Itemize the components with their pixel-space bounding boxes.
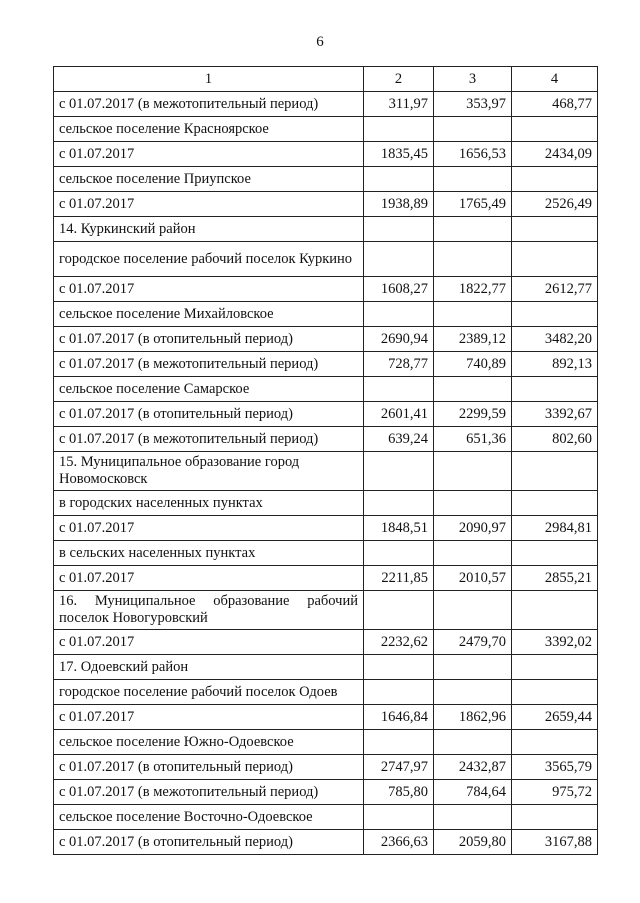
value-col-2: 728,77 (364, 352, 434, 377)
value-col-3 (434, 591, 512, 630)
value-col-4 (512, 217, 598, 242)
value-col-2 (364, 117, 434, 142)
value-col-2: 1646,84 (364, 705, 434, 730)
row-label: с 01.07.2017 (в межотопительный период) (54, 427, 364, 452)
value-col-3 (434, 680, 512, 705)
value-col-2 (364, 217, 434, 242)
value-col-3: 2432,87 (434, 755, 512, 780)
value-col-2 (364, 242, 434, 277)
value-col-2: 2690,94 (364, 327, 434, 352)
table-row (54, 516, 598, 541)
row-label: сельское поселение Самарское (54, 377, 364, 402)
value-col-2 (364, 302, 434, 327)
column-header: 1 (54, 67, 364, 92)
row-label: с 01.07.2017 (в отопительный период) (54, 402, 364, 427)
value-col-2: 2747,97 (364, 755, 434, 780)
value-col-3: 2389,12 (434, 327, 512, 352)
value-col-3: 1822,77 (434, 277, 512, 302)
row-label: сельское поселение Приупское (54, 167, 364, 192)
table-row (54, 630, 598, 655)
row-label: с 01.07.2017 (в отопительный период) (54, 327, 364, 352)
value-col-4: 468,77 (512, 92, 598, 117)
value-col-2: 311,97 (364, 92, 434, 117)
value-col-2 (364, 167, 434, 192)
value-col-2: 1938,89 (364, 192, 434, 217)
value-col-2 (364, 452, 434, 491)
table-row (54, 655, 598, 680)
table-row (54, 217, 598, 242)
value-col-3: 1765,49 (434, 192, 512, 217)
value-col-4 (512, 117, 598, 142)
row-label: сельское поселение Красноярское (54, 117, 364, 142)
value-col-2: 2366,63 (364, 830, 434, 855)
table-row (54, 277, 598, 302)
value-col-4: 3167,88 (512, 830, 598, 855)
value-col-4 (512, 452, 598, 491)
row-label: с 01.07.2017 (в отопительный период) (54, 830, 364, 855)
row-label: в городских населенных пунктах (54, 491, 364, 516)
column-header: 4 (512, 67, 598, 92)
value-col-3: 2090,97 (434, 516, 512, 541)
value-col-4 (512, 302, 598, 327)
table-row (54, 541, 598, 566)
value-col-4 (512, 680, 598, 705)
row-label: 16. Муниципальное образование рабочий поселок Новогуровский (54, 591, 364, 630)
table-row (54, 566, 598, 591)
row-label: 14. Куркинский район (54, 217, 364, 242)
value-col-4: 3392,02 (512, 630, 598, 655)
value-col-4: 2434,09 (512, 142, 598, 167)
value-col-2: 1608,27 (364, 277, 434, 302)
value-col-4: 2984,81 (512, 516, 598, 541)
value-col-2 (364, 591, 434, 630)
value-col-3: 2479,70 (434, 630, 512, 655)
value-col-3 (434, 730, 512, 755)
value-col-4: 3565,79 (512, 755, 598, 780)
table-row (54, 327, 598, 352)
value-col-3: 2010,57 (434, 566, 512, 591)
value-col-4: 2855,21 (512, 566, 598, 591)
value-col-3: 2299,59 (434, 402, 512, 427)
row-label: в сельских населенных пунктах (54, 541, 364, 566)
value-col-2: 1835,45 (364, 142, 434, 167)
row-label: городское поселение рабочий поселок Куркино (54, 242, 364, 277)
row-label: с 01.07.2017 (в межотопительный период) (54, 780, 364, 805)
table-row (54, 142, 598, 167)
table-row (54, 755, 598, 780)
table-row (54, 830, 598, 855)
value-col-4: 2659,44 (512, 705, 598, 730)
value-col-2: 785,80 (364, 780, 434, 805)
value-col-2: 1848,51 (364, 516, 434, 541)
value-col-4: 3392,67 (512, 402, 598, 427)
value-col-4: 2612,77 (512, 277, 598, 302)
row-label: с 01.07.2017 (в межотопительный период) (54, 352, 364, 377)
value-col-2: 2232,62 (364, 630, 434, 655)
table-row (54, 352, 598, 377)
value-col-2 (364, 655, 434, 680)
value-col-3 (434, 217, 512, 242)
row-label: с 01.07.2017 (в межотопительный период) (54, 92, 364, 117)
value-col-4: 2526,49 (512, 192, 598, 217)
table-header-row (54, 67, 598, 92)
value-col-4 (512, 377, 598, 402)
value-col-2: 2211,85 (364, 566, 434, 591)
table-row (54, 591, 598, 630)
table-row (54, 452, 598, 491)
value-col-4: 802,60 (512, 427, 598, 452)
row-label: с 01.07.2017 (54, 566, 364, 591)
row-label: с 01.07.2017 (в отопительный период) (54, 755, 364, 780)
table-row (54, 491, 598, 516)
row-label: с 01.07.2017 (54, 630, 364, 655)
value-col-4 (512, 805, 598, 830)
row-label: сельское поселение Восточно-Одоевское (54, 805, 364, 830)
page-number: 6 (316, 34, 324, 50)
value-col-4 (512, 655, 598, 680)
value-col-4 (512, 242, 598, 277)
table-row (54, 402, 598, 427)
value-col-3 (434, 655, 512, 680)
row-label: с 01.07.2017 (54, 705, 364, 730)
value-col-4 (512, 541, 598, 566)
value-col-2: 639,24 (364, 427, 434, 452)
table-row (54, 242, 598, 277)
value-col-3: 1656,53 (434, 142, 512, 167)
value-col-3: 2059,80 (434, 830, 512, 855)
table-row (54, 92, 598, 117)
value-col-2 (364, 541, 434, 566)
value-col-2 (364, 805, 434, 830)
row-label: сельское поселение Михайловское (54, 302, 364, 327)
row-label: 17. Одоевский район (54, 655, 364, 680)
row-label: городское поселение рабочий поселок Одоев (54, 680, 364, 705)
table-row (54, 117, 598, 142)
table-row (54, 167, 598, 192)
value-col-4 (512, 591, 598, 630)
table-row (54, 705, 598, 730)
value-col-3 (434, 167, 512, 192)
value-col-2: 2601,41 (364, 402, 434, 427)
tariff-table (53, 66, 598, 855)
value-col-2 (364, 491, 434, 516)
row-label: с 01.07.2017 (54, 277, 364, 302)
row-label: с 01.07.2017 (54, 516, 364, 541)
table-row (54, 730, 598, 755)
table-row (54, 302, 598, 327)
row-label: сельское поселение Южно-Одоевское (54, 730, 364, 755)
table-row (54, 805, 598, 830)
column-header: 2 (364, 67, 434, 92)
value-col-3: 651,36 (434, 427, 512, 452)
row-label: с 01.07.2017 (54, 192, 364, 217)
value-col-2 (364, 377, 434, 402)
value-col-3 (434, 452, 512, 491)
row-label: с 01.07.2017 (54, 142, 364, 167)
value-col-3 (434, 541, 512, 566)
value-col-4 (512, 730, 598, 755)
value-col-2 (364, 730, 434, 755)
table-row (54, 192, 598, 217)
value-col-4: 975,72 (512, 780, 598, 805)
value-col-4: 892,13 (512, 352, 598, 377)
value-col-4 (512, 491, 598, 516)
value-col-3: 353,97 (434, 92, 512, 117)
value-col-3 (434, 242, 512, 277)
value-col-3 (434, 377, 512, 402)
row-label: 15. Муниципальное образование город Новомосковск (54, 452, 364, 491)
value-col-3: 784,64 (434, 780, 512, 805)
value-col-3: 740,89 (434, 352, 512, 377)
column-header: 3 (434, 67, 512, 92)
value-col-2 (364, 680, 434, 705)
table-row (54, 780, 598, 805)
value-col-3 (434, 805, 512, 830)
value-col-3 (434, 302, 512, 327)
value-col-4: 3482,20 (512, 327, 598, 352)
value-col-3: 1862,96 (434, 705, 512, 730)
table-row (54, 680, 598, 705)
table-row (54, 377, 598, 402)
value-col-3 (434, 117, 512, 142)
value-col-3 (434, 491, 512, 516)
value-col-4 (512, 167, 598, 192)
table-row (54, 427, 598, 452)
